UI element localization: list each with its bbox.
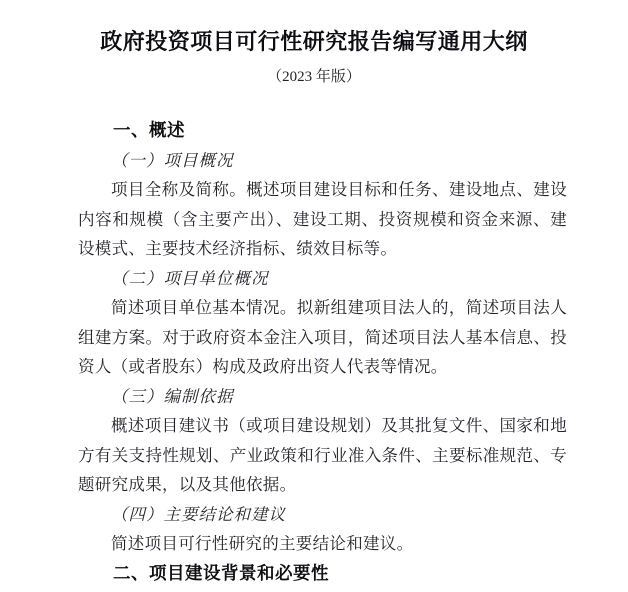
paragraph-project-profile: 项目全称及简称。概述项目建设目标和任务、建设地点、建设内容和规模（含主要产出）、建设工期、投资规模和资金来源、建设模式、主要技术经济指标、绩效目标等。 (78, 180, 567, 258)
paragraph-main-conclusions: 简述项目可行性研究的主要结论和建议。 (111, 534, 414, 553)
document-body (78, 116, 567, 588)
section-heading-background-necessity: 二、项目建设背景和必要性 (113, 562, 329, 583)
subsection-heading-main-conclusions: （四）主要结论和建议 (111, 504, 286, 524)
document-subtitle: （2023 年版） (267, 69, 361, 85)
subsection-heading-project-profile: （一）项目概况 (111, 150, 234, 170)
subsection-heading-compilation-basis: （三）编制依据 (111, 386, 234, 406)
paragraph-project-unit-profile: 简述项目单位基本情况。拟新组建项目法人的，简述项目法人组建方案。对于政府资本金注入项目，简述项目法人基本信息、投资人（或者股东）构成及政府出资人代表等情况。 (78, 298, 567, 376)
paragraph-compilation-basis: 概述项目建议书（或项目建设规划）及其批复文件、国家和地方有关支持性规划、产业政策和行业准入条件、主要标准规范、专题研究成果，以及其他依据。 (78, 416, 567, 494)
section-heading-overview: 一、概述 (113, 120, 185, 140)
subsection-heading-project-unit-profile: （二）项目单位概况 (111, 268, 269, 288)
document-title: 政府投资项目可行性研究报告编写通用大纲 (100, 29, 528, 54)
